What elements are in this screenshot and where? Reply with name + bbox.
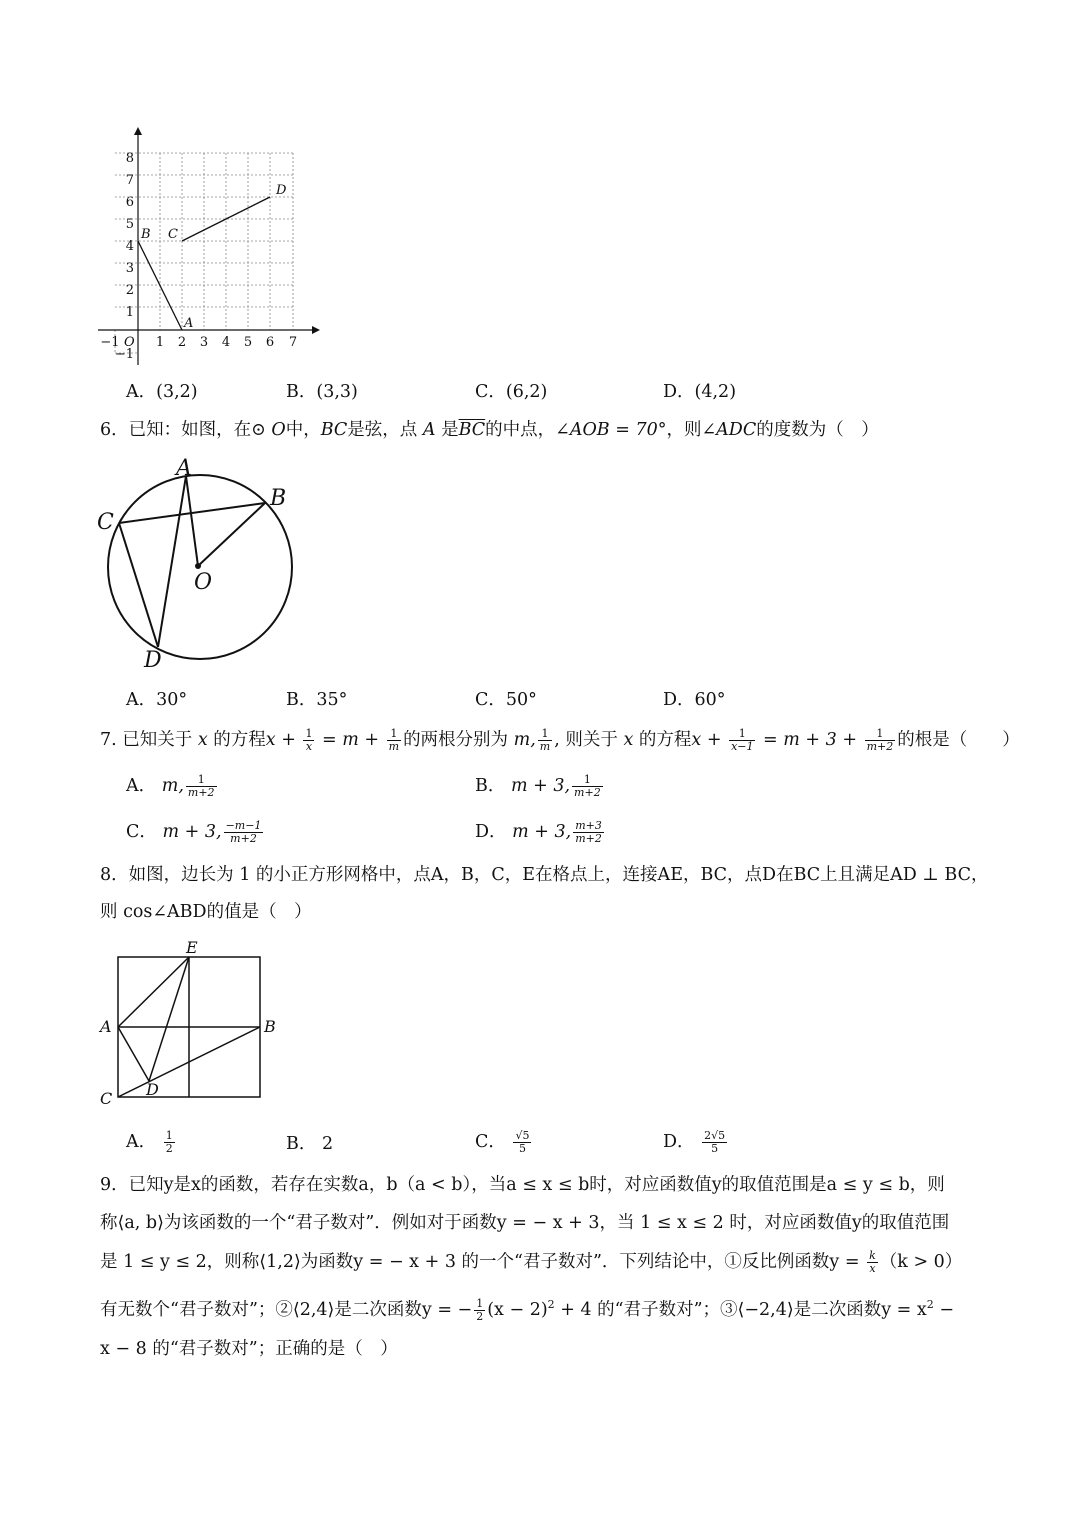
q8-grid-figure xyxy=(94,935,284,1110)
circle-point-a: A xyxy=(176,456,192,481)
q8-option-c[interactable]: C． $\frac{√5}{5}$ xyxy=(475,1129,530,1155)
y-tick: 3 xyxy=(125,261,134,276)
grid-point-b: B xyxy=(264,1017,276,1036)
q9-line5: x − 8 的“君子数对”；正确的是（ ） xyxy=(100,1339,398,1359)
point-b-label: B xyxy=(141,227,151,242)
circle-point-d: D xyxy=(144,648,162,673)
q5-option-d[interactable]: D．(4,2) xyxy=(663,382,737,402)
q5-option-b[interactable]: B．(3,3) xyxy=(286,382,358,402)
grid-point-c: C xyxy=(100,1089,113,1108)
q6-option-a[interactable]: A．30° xyxy=(126,690,188,710)
circle-point-b: B xyxy=(270,486,287,511)
y-tick-neg: −1 xyxy=(114,347,134,362)
q5-option-a[interactable]: A．(3,2) xyxy=(126,382,198,402)
q7-stem: 7. 已知关于 x 的方程x + $\frac{1}{x}$ = m + $\frac{1}{m}$ 的两根分别为 m, $\frac{1}{m}$ , 则关于 x 的方程x + $\frac{1}{x-1}$ = m + 3 + $\frac{1}{m+2}$ 的根是（ ） xyxy=(100,727,1020,753)
x-tick: 7 xyxy=(288,335,298,350)
q8-option-b[interactable]: B． 2 xyxy=(286,1134,334,1154)
q6-option-b[interactable]: B．35° xyxy=(286,690,348,710)
q7-option-b[interactable]: B． m + 3, $\frac{1}{m+2}$ xyxy=(475,773,601,799)
q9-line2: 称⟨a, b⟩为该函数的一个“君子数对”．例如对于函数y = − x + 3，当 1 ≤ x ≤ 2 时，对应函数值y的取值范围 xyxy=(100,1213,950,1233)
origin-label: O xyxy=(124,335,135,350)
arc-bc: $\overline{BC}$ xyxy=(458,420,486,440)
y-tick: 8 xyxy=(125,151,134,166)
x-tick: 6 xyxy=(265,335,275,350)
q8-option-a[interactable]: A． $\frac{1}{2}$ xyxy=(126,1129,173,1155)
x-tick: 5 xyxy=(243,335,253,350)
point-d-label: D xyxy=(276,183,287,198)
x-tick-neg: −1 xyxy=(100,335,120,350)
q7-option-d[interactable]: D． m + 3, $\frac{m+3}{m+2}$ xyxy=(475,819,602,845)
x-tick: 1 xyxy=(155,335,165,350)
y-tick: 2 xyxy=(125,283,134,298)
q6-option-c[interactable]: C．50° xyxy=(475,690,537,710)
x-tick: 2 xyxy=(177,335,187,350)
y-tick: 4 xyxy=(125,239,134,254)
q6-stem: 6．已知：如图，在⊙ O中，BC是弦，点 A 是$\overline{BC}$的中点，∠AOB = 70°，则∠ADC的度数为（ ） xyxy=(100,420,879,440)
x-tick: 4 xyxy=(221,335,231,350)
x-tick: 3 xyxy=(199,335,209,350)
q8-option-d[interactable]: D． $\frac{2√5}{5}$ xyxy=(663,1129,726,1155)
grid-point-d: D xyxy=(146,1080,159,1099)
q5-coordinate-graph xyxy=(90,125,330,370)
grid-point-a: A xyxy=(100,1017,112,1036)
grid-point-e: E xyxy=(186,938,198,957)
circle-center-o: O xyxy=(194,570,213,595)
circle-point-c: C xyxy=(97,510,114,535)
point-a-label: A xyxy=(184,316,194,331)
q7-option-c[interactable]: C． m + 3, $\frac{-m-1}{m+2}$ xyxy=(126,819,262,845)
q7-option-a[interactable]: A． m, $\frac{1}{m+2}$ xyxy=(126,773,215,799)
q8-stem-line2: 则 cos∠ABD的值是（ ） xyxy=(100,902,312,922)
y-tick: 5 xyxy=(125,217,134,232)
point-c-label: C xyxy=(168,227,178,242)
q8-stem-line1: 8．如图，边长为 1 的小正方形网格中，点A，B，C，E在格点上，连接AE，BC，点D在BC上且满足AD ⊥ BC， xyxy=(100,865,989,885)
y-tick: 6 xyxy=(125,195,134,210)
y-tick: 1 xyxy=(125,305,134,320)
q6-circle-figure xyxy=(92,455,307,675)
q5-option-c[interactable]: C．(6,2) xyxy=(475,382,548,402)
q9-line4: 有无数个“君子数对”；②⟨2,4⟩是二次函数y = − $\frac{1}{2}$ $(x - 2)^2 + 4$ 的“君子数对”；③⟨−2,4⟩是二次函数$y = x^2$ − xyxy=(100,1296,954,1323)
q6-option-d[interactable]: D．60° xyxy=(663,690,726,710)
q9-line1: 9．已知y是x的函数，若存在实数a，b（a < b），当a ≤ x ≤ b时，对应函数值y的取值范围是a ≤ y ≤ b，则 xyxy=(100,1175,945,1195)
q9-line3: 是 1 ≤ y ≤ 2，则称⟨1,2⟩为函数y = − x + 3 的一个“君子数对”．下列结论中，①反比例函数y = $\frac{k}{x}$ （k > 0） xyxy=(100,1249,963,1275)
y-tick: 7 xyxy=(125,173,134,188)
